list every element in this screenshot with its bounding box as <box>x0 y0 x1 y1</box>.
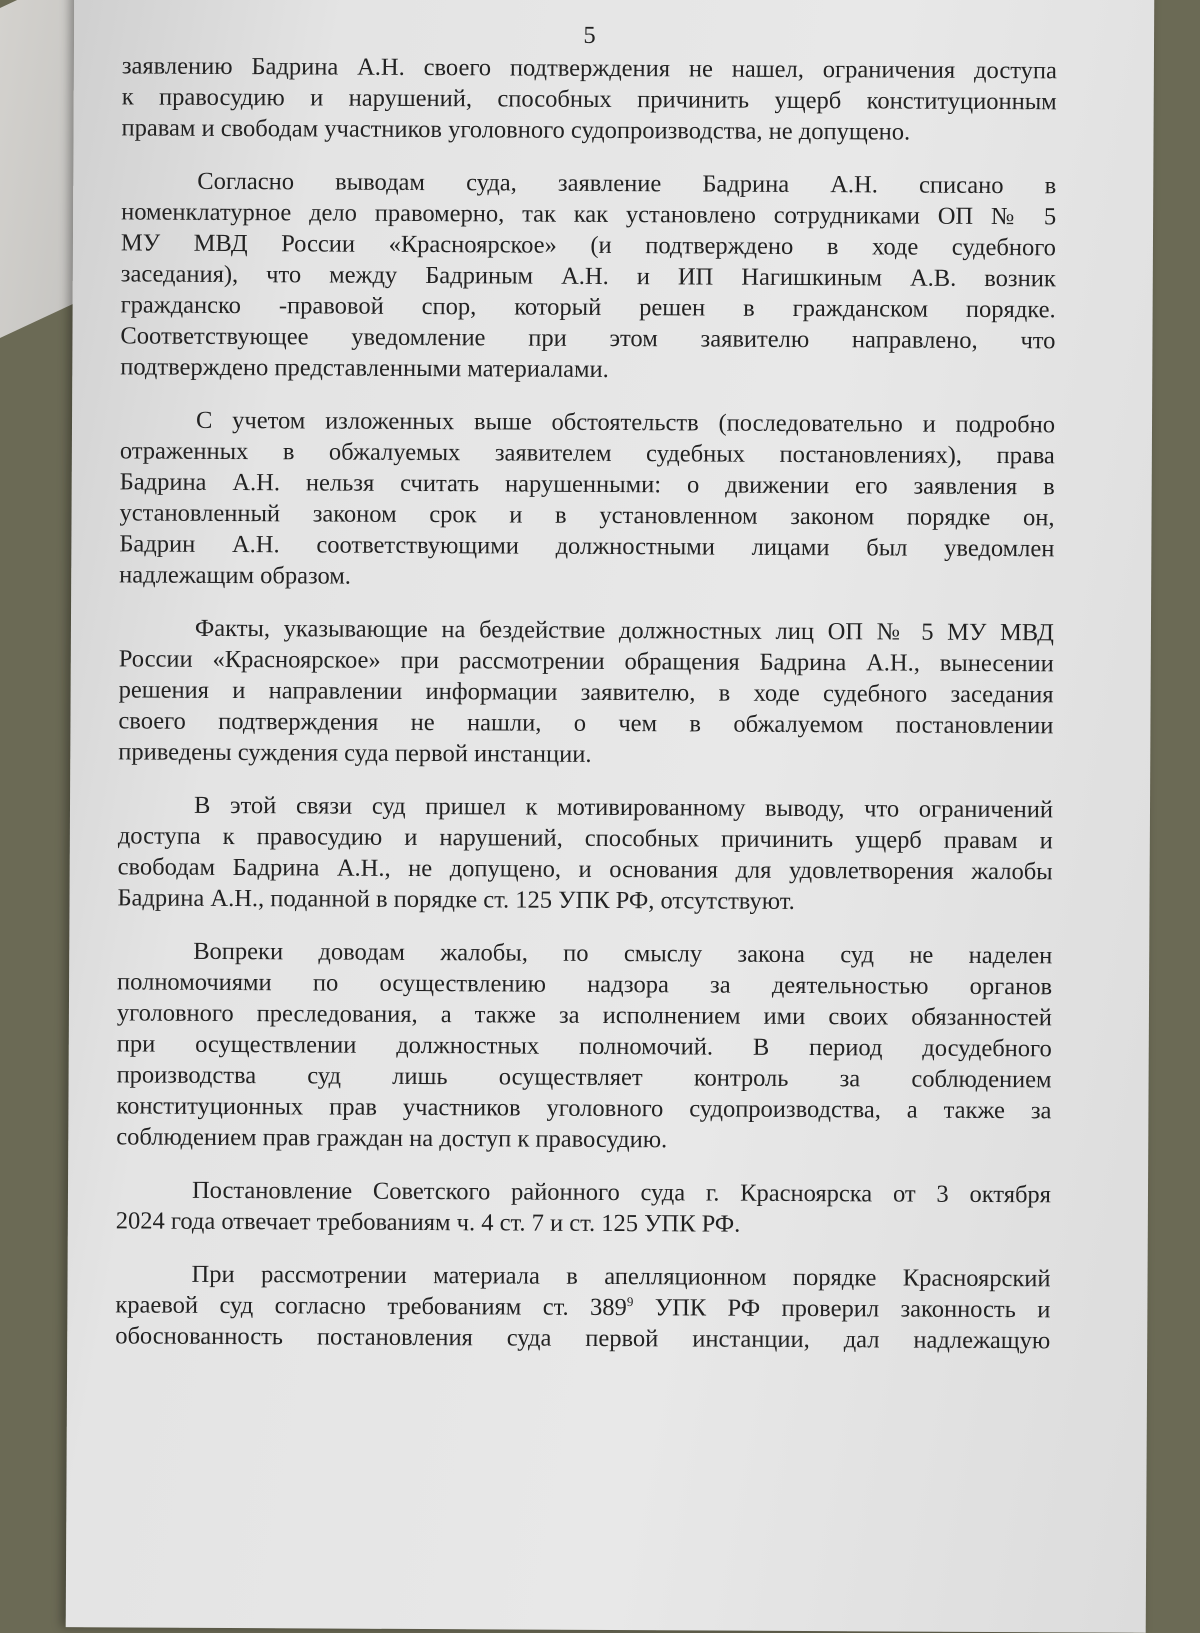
text-line: Постановление Советского районного суда г. Красноярска от 3 октября <box>191 1176 1052 1209</box>
document-page <box>66 0 1155 1633</box>
text-line: подтверждено представленными материалами. <box>120 353 609 383</box>
paragraph <box>120 165 1056 387</box>
text-line: Вопреки доводам жалобы, по смыслу закона суд не наделен <box>193 937 1053 970</box>
text-line: Согласно выводам суда, заявление Бадрина А.Н. списано в <box>197 167 1057 200</box>
text-line <box>115 1289 1050 1325</box>
text-line: отраженных в обжалуемых заявителем судебных постановлениях), права <box>119 437 1055 470</box>
text-line: к правосудию и нарушений, способных причинить ущерб конституционным <box>121 83 1057 116</box>
text-line: При рассмотрении материала в апелляционном порядке Красноярский <box>191 1260 1051 1293</box>
paragraph <box>116 935 1052 1157</box>
text-line: номенклатурное дело правомерно, так как установлено сотрудниками ОП № 5 <box>121 198 1057 231</box>
paragraph <box>115 1258 1050 1356</box>
text-line: доступа к правосудию и нарушений, способных причинить ущерб правам и <box>117 822 1053 855</box>
text-line: свободам Бадрина А.Н., не допущено, и основания для удовлетворения жалобы <box>117 853 1053 886</box>
text-line: своего подтверждения не нашли, о чем в обжалуемом постановлении <box>118 707 1054 740</box>
text-line: приведены суждения суда первой инстанции. <box>118 738 592 768</box>
text-line: производства суд лишь осуществляет контроль за соблюдением <box>116 1061 1052 1094</box>
text-line: установленный законом срок и в установленном законом порядке он, <box>119 499 1055 532</box>
text-line: Бадрина А.Н., поданной в порядке ст. 125 УПК РФ, отсутствуют. <box>117 884 795 915</box>
paragraph <box>121 50 1056 148</box>
text-line: В этой связи суд пришел к мотивированному выводу, что ограничений <box>193 791 1054 824</box>
text-line: конституционных прав участников уголовного судопроизводства, а также за <box>116 1092 1052 1125</box>
text-line: обоснованность постановления суда первой инстанции, дал надлежащую <box>115 1322 1051 1355</box>
text-fragment: УПК РФ проверил законность и <box>633 1294 1051 1324</box>
text-line: гражданско -правовой спор, который решен в гражданском порядке. <box>120 291 1056 324</box>
text-line: Бадрин А.Н. соответствующими должностными лицами был уведомлен <box>119 530 1055 563</box>
text-line: заявлению Бадрина А.Н. своего подтверждения не нашел, ограничения доступа <box>121 52 1057 85</box>
paragraph <box>116 1174 1051 1241</box>
text-line: МУ МВД России «Красноярское» (и подтверждено в ходе судебного <box>120 229 1057 262</box>
paragraph <box>119 404 1055 595</box>
paragraphs <box>116 50 1057 1241</box>
text-line: решения и направлении информации заявителю, в ходе судебного заседания <box>118 676 1054 709</box>
text-line: 2024 года отвечает требованиям ч. 4 ст. 7 и ст. 125 УПК РФ. <box>115 1207 741 1238</box>
text-line: заседания), что между Бадриным А.Н. и ИП Нагишкиным А.В. возник <box>120 260 1056 293</box>
text-line: России «Красноярское» при рассмотрении обращения Бадрина А.Н., вынесении <box>118 645 1054 678</box>
text-fragment: краевой суд согласно требованиям ст. 389 <box>115 1291 627 1322</box>
text-line: Бадрина А.Н. нельзя считать нарушенными: о движении его заявления в <box>119 468 1055 501</box>
text-line: правам и свободам участников уголовного судопроизводства, не допущено. <box>121 114 911 146</box>
text-line: Соответствующее уведомление при этом заявителю направлено, что <box>120 322 1056 355</box>
paragraph <box>118 612 1054 772</box>
text-line: надлежащим образом. <box>119 561 352 590</box>
document-body <box>115 17 1057 1378</box>
text-line: при осуществлении должностных полномочий. В период досудебного <box>116 1030 1052 1063</box>
text-line: уголовного преследования, а также за исполнением ими своих обязанностей <box>116 999 1052 1032</box>
text-line: соблюдением прав граждан на доступ к правосудию. <box>116 1123 668 1154</box>
text-line: Факты, указывающие на бездействие должностных лиц ОП № 5 МУ МВД <box>194 614 1055 647</box>
paragraph <box>117 789 1053 918</box>
text-line: С учетом изложенных выше обстоятельств (последовательно и подробно <box>195 406 1056 439</box>
page-number: 5 <box>583 21 596 49</box>
text-line: полномочиями по осуществлению надзора за деятельностью органов <box>117 968 1053 1001</box>
superscript: 9 <box>626 1293 634 1309</box>
